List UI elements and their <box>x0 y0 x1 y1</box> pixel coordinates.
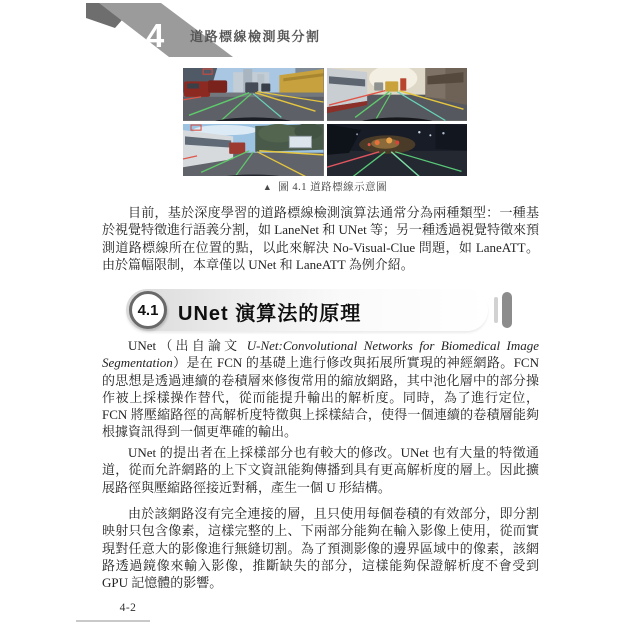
figure-caption-text: 圖 4.1 道路標線示意圖 <box>278 182 388 193</box>
section-accent-bar-thin <box>494 297 498 323</box>
p2-paper-citation: U-Net:Convolutional Networks for Biomedical Image Segmentation <box>102 338 539 371</box>
chapter-number: 4 <box>145 17 165 54</box>
figure-panel-day-city-street <box>183 68 324 121</box>
section-number-badge: 4.1 <box>129 291 167 329</box>
chapter-title: 道路標線檢測與分割 <box>190 29 321 44</box>
figure-lane-detection-examples <box>183 68 467 176</box>
page-number: 4-2 <box>119 602 137 614</box>
paragraph-intro: 目前，基於深度學習的道路標線檢測演算法通常分為兩種類型：一種基於視覺特徵進行語義分割，如 LaneNet 和 UNet 等；另一種透過視覺特徵來預測道路標線所在位置的點，以此來解決 No-Visual-Clue 問題，如 LaneATT。由於篇幅限制，本章僅以 UNet 和 LaneATT 為例介紹。 <box>102 205 539 272</box>
paragraph-seamless-segmentation: 由於該網路沒有完全連接的層，且只使用每個卷積的有效部分，即分割映射只包含像素，這樣完整的上、下兩部分能夠在輸入影像上使用，從而實現對任意大的影像進行無縫切割。為了預測影像的邊界區域中的像素，該網路透過鏡像來輸入影像，推斷缺失的部分，這樣能夠保證解析度不會受到 GPU 記憶體的影響。 <box>102 506 539 591</box>
section-title: UNet 演算法的原理 <box>178 303 362 325</box>
figure-panel-day-street-between-buses <box>327 68 468 121</box>
footer-rule <box>76 620 150 622</box>
figure-caption <box>183 179 467 194</box>
figure-panel-night-road <box>327 124 468 177</box>
figure-panel-day-street-bus-left <box>183 124 324 177</box>
section-header-4-1 <box>126 288 516 332</box>
section-accent-bar-thick <box>502 292 512 328</box>
p2-rest: ）是在 FCN 的基礎上進行修改與拓展所實現的神經網路。FCN 的思想是透過連續的卷積層來修復常用的縮放網路，其中池化層中的部分操作被上採樣操作替代，從而能提升輸出的解析度。同時，為了進行定位，FCN 將壓縮路徑的高解析度特徵與上採樣結合，使得一個連續的卷積層能夠根據資訊得到一個更準確的輸出。 <box>102 355 539 440</box>
caption-triangle-icon: ▲ <box>262 182 273 192</box>
p2-lead: UNet（出自論文 <box>128 338 247 353</box>
paragraph-unet-origin <box>102 337 539 441</box>
paragraph-upsampling: UNet 的提出者在上採樣部分也有較大的修改。UNet 也有大量的特徵通道，從而允許網路的上下文資訊能夠傳播到具有更高解析度的層上。因此擴展路徑與壓縮路徑接近對稱，產生一個 U 形結構。 <box>102 445 539 495</box>
